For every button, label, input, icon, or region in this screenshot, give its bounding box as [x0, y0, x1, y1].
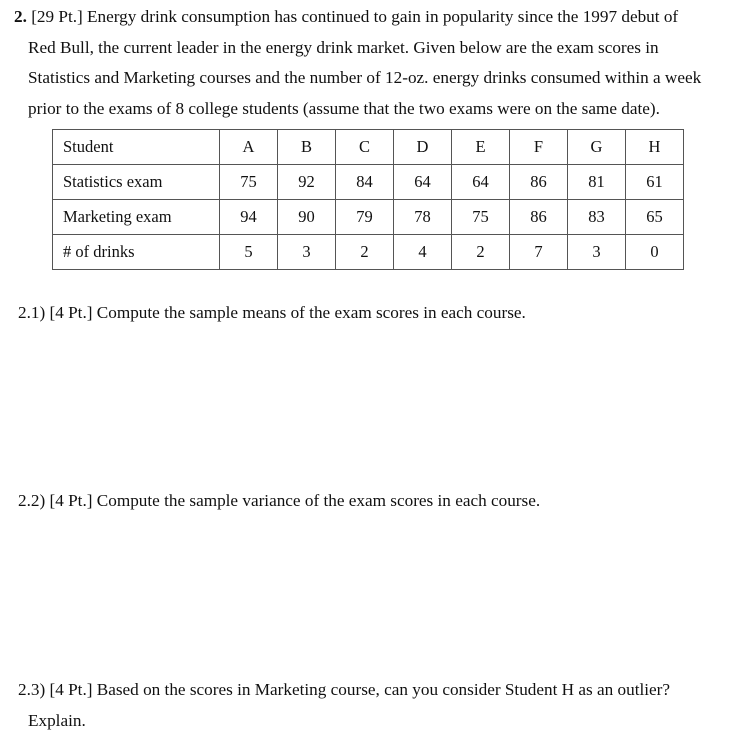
question-number: 2.	[14, 7, 27, 26]
student-header: G	[568, 130, 626, 165]
intro-text-1: Energy drink consumption has continued to gain in popularity since the 1997 debut of	[87, 7, 678, 26]
table-cell: 75	[220, 165, 278, 200]
part-2-3-text: 2.3) [4 Pt.] Based on the scores in Marketing course, can you consider Student H as an outlier?	[18, 675, 730, 706]
row-label: Marketing exam	[53, 200, 220, 235]
part-2-3-text-line2: Explain.	[18, 706, 730, 736]
table-cell: 78	[394, 200, 452, 235]
part-2-1-text: 2.1) [4 Pt.] Compute the sample means of the exam scores in each course.	[18, 298, 730, 329]
table-cell: 0	[626, 235, 684, 270]
table-cell: 81	[568, 165, 626, 200]
table-cell: 83	[568, 200, 626, 235]
table-cell: 90	[278, 200, 336, 235]
intro-line-3: Statistics and Marketing courses and the number of 12-oz. energy drinks consumed within a week	[14, 63, 730, 94]
row-label: Statistics exam	[53, 165, 220, 200]
scores-table	[52, 129, 684, 270]
part-2-1	[18, 298, 730, 329]
table-cell: 3	[568, 235, 626, 270]
part-2-2-text: 2.2) [4 Pt.] Compute the sample variance of the exam scores in each course.	[18, 486, 730, 517]
intro-line-4: prior to the exams of 8 college students (assume that the two exams were on the same date).	[14, 94, 730, 125]
intro-line-1	[14, 2, 730, 33]
table-cell: 86	[510, 200, 568, 235]
table-cell: 64	[452, 165, 510, 200]
table-cell: 94	[220, 200, 278, 235]
question-points: [29 Pt.]	[31, 7, 83, 26]
table-cell: 92	[278, 165, 336, 200]
intro-line-2: Red Bull, the current leader in the energy drink market. Given below are the exam scores in	[14, 33, 730, 64]
table-cell: 61	[626, 165, 684, 200]
table-row-drinks	[53, 235, 684, 270]
table-row-statistics	[53, 165, 684, 200]
part-2-3	[18, 675, 730, 736]
student-header: C	[336, 130, 394, 165]
table-cell: 79	[336, 200, 394, 235]
table-cell: 5	[220, 235, 278, 270]
student-header: D	[394, 130, 452, 165]
table-cell: 4	[394, 235, 452, 270]
table-cell: 3	[278, 235, 336, 270]
table-cell: 65	[626, 200, 684, 235]
table-header-row	[53, 130, 684, 165]
table-row-marketing	[53, 200, 684, 235]
table-cell: 7	[510, 235, 568, 270]
table-cell: 75	[452, 200, 510, 235]
student-header: F	[510, 130, 568, 165]
table-cell: 2	[336, 235, 394, 270]
header-label: Student	[53, 130, 220, 165]
part-2-2	[18, 486, 730, 517]
table-cell: 64	[394, 165, 452, 200]
table-cell: 86	[510, 165, 568, 200]
student-header: H	[626, 130, 684, 165]
student-header: A	[220, 130, 278, 165]
table-cell: 84	[336, 165, 394, 200]
student-header: B	[278, 130, 336, 165]
student-header: E	[452, 130, 510, 165]
row-label: # of drinks	[53, 235, 220, 270]
table-cell: 2	[452, 235, 510, 270]
question-intro	[14, 2, 730, 124]
